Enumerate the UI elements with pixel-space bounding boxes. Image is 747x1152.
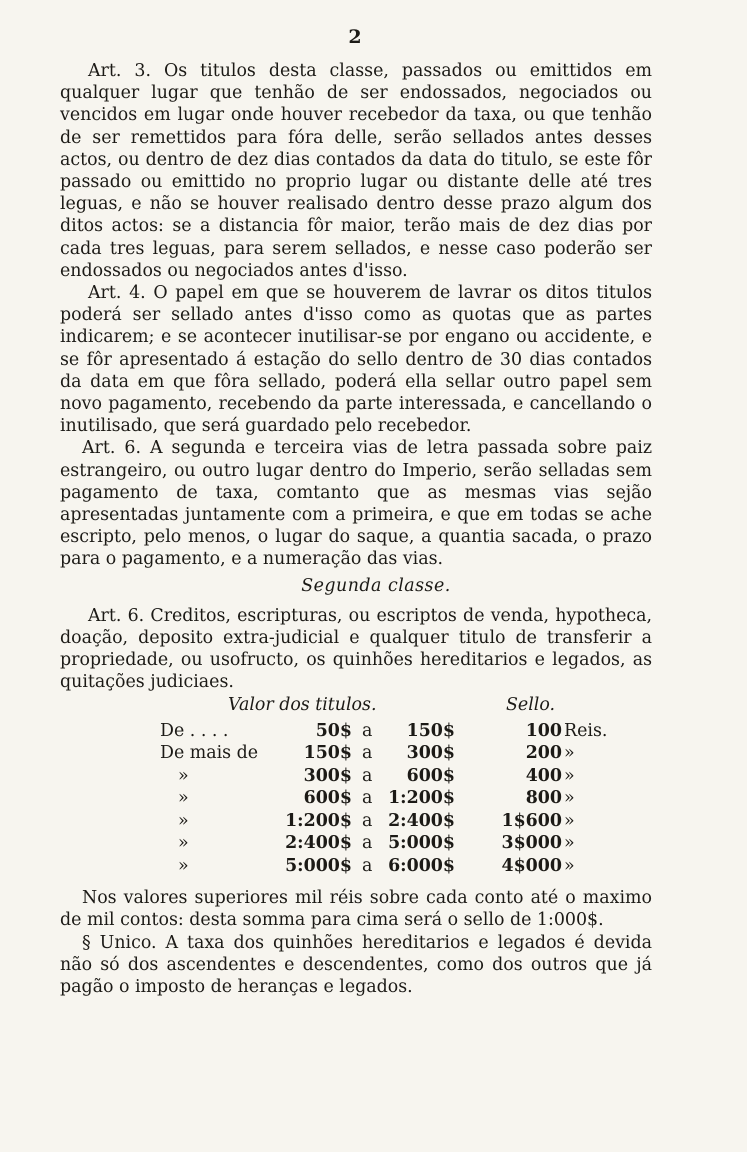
article-6-segunda: Art. 6. Creditos, escripturas, ou escriptos de venda, hypotheca, doação, deposito extra-judicial e qualquer titulo de transferir a propriedade, ou usofructo, os quinhões hereditarios e legados, as quitações judiciaes. xyxy=(60,605,652,693)
article-3: Art. 3. Os titulos desta classe, passados ou emittidos em qualquer lugar que tenhão de ser endossados, negociados ou vencidos em lugar onde houver recebedor da taxa, ou que tenhão de ser remettidos para fóra delle, serão sellados antes desses actos, ou dentro de dez dias contados da data do titulo, se este fôr passado ou emittido no proprio lugar ou distante delle até tres leguas, e não se houver realisado dentro desse prazo algum dos ditos actos: se a distancia fôr maior, terão mais de dez dias por cada tres leguas, para serem sellados, e nesse caso poderão ser endossados ou negociados antes d'isso. xyxy=(60,61,652,281)
row-a: a xyxy=(362,765,373,786)
row-sello: 400 xyxy=(525,765,562,786)
row-from: 150$ xyxy=(303,743,352,764)
row-label: » xyxy=(178,765,189,786)
row-sello: 1$600 xyxy=(501,810,562,831)
row-unit: » xyxy=(564,743,575,764)
row-unit: » xyxy=(564,855,575,876)
article-4: Art. 4. O papel em que se houverem de lavrar os ditos titulos poderá ser sellado antes d'isso como as quotas que as partes indicarem; e se acontecer inutilisar-se por engano ou accidente, e se fôr apresentado á estação do sello dentro de 30 dias contados da data em que fôra sellado, poderá ella sellar outro papel sem novo pagamento, recebendo da parte interessada, e cancellando o inutilisado, que será guardado pelo recebedor. xyxy=(60,283,652,437)
table-row xyxy=(60,810,652,833)
row-from: 50$ xyxy=(315,720,352,741)
section-heading: Segunda classe. xyxy=(301,575,451,596)
after-table xyxy=(60,887,652,998)
row-a: a xyxy=(362,788,373,809)
page-number: 2 xyxy=(348,26,362,48)
row-label: De . . . . xyxy=(160,720,229,741)
row-sello: 100 xyxy=(525,720,562,741)
row-sello: 200 xyxy=(525,743,562,764)
row-a: a xyxy=(362,720,373,741)
row-unit: » xyxy=(564,833,575,854)
row-to: 600$ xyxy=(406,765,455,786)
row-label: » xyxy=(178,855,189,876)
row-a: a xyxy=(362,810,373,831)
row-from: 5:000$ xyxy=(285,855,352,876)
row-unit: » xyxy=(564,810,575,831)
row-label: » xyxy=(178,810,189,831)
row-to: 5:000$ xyxy=(388,833,455,854)
table-row xyxy=(60,832,652,855)
article-6-vias: Art. 6. A segunda e terceira vias de letra passada sobre paiz estrangeiro, ou outro lugar dentro do Imperio, serão selladas sem pagamento de taxa, comtanto que as mesmas vias sejão apresentadas juntamente com a primeira, e que em todas se ache escripto, pelo menos, o lugar do saque, a quantia sacada, o prazo para o pagamento, e a numeração das vias. xyxy=(60,438,652,570)
tariff-table xyxy=(60,720,652,878)
table-row xyxy=(60,720,652,743)
row-from: 1:200$ xyxy=(285,810,352,831)
row-label: De mais de xyxy=(160,743,259,764)
row-to: 1:200$ xyxy=(388,788,455,809)
row-label: » xyxy=(178,788,189,809)
header-sello: Sello. xyxy=(506,694,556,715)
table-row xyxy=(60,765,652,788)
row-to: 6:000$ xyxy=(388,855,455,876)
row-unit: » xyxy=(564,788,575,809)
row-to: 300$ xyxy=(406,743,455,764)
row-a: a xyxy=(362,743,373,764)
body-text xyxy=(60,60,652,998)
paragraph-unico: § Unico. A taxa dos quinhões hereditarios e legados é devida não só dos ascendentes e descendentes, como dos outros que já pagão o imposto de heranças e legados. xyxy=(60,932,652,997)
row-from: 600$ xyxy=(303,788,352,809)
row-label: » xyxy=(178,833,189,854)
header-valor: Valor dos titulos. xyxy=(228,694,377,715)
table-row xyxy=(60,855,652,878)
row-unit: » xyxy=(564,765,575,786)
row-sello: 4$000 xyxy=(501,855,562,876)
table-row xyxy=(60,787,652,810)
row-to: 150$ xyxy=(406,720,455,741)
row-to: 2:400$ xyxy=(388,810,455,831)
row-sello: 800 xyxy=(525,788,562,809)
table-row xyxy=(60,742,652,765)
row-unit: Reis. xyxy=(564,720,608,741)
row-from: 300$ xyxy=(303,765,352,786)
row-a: a xyxy=(362,855,373,876)
row-a: a xyxy=(362,833,373,854)
table-header xyxy=(60,694,652,720)
note-superiores: Nos valores superiores mil réis sobre cada conto até o maximo de mil contos: desta somma para cima será o sello de 1:000$. xyxy=(60,888,652,931)
row-from: 2:400$ xyxy=(285,833,352,854)
row-sello: 3$000 xyxy=(501,833,562,854)
